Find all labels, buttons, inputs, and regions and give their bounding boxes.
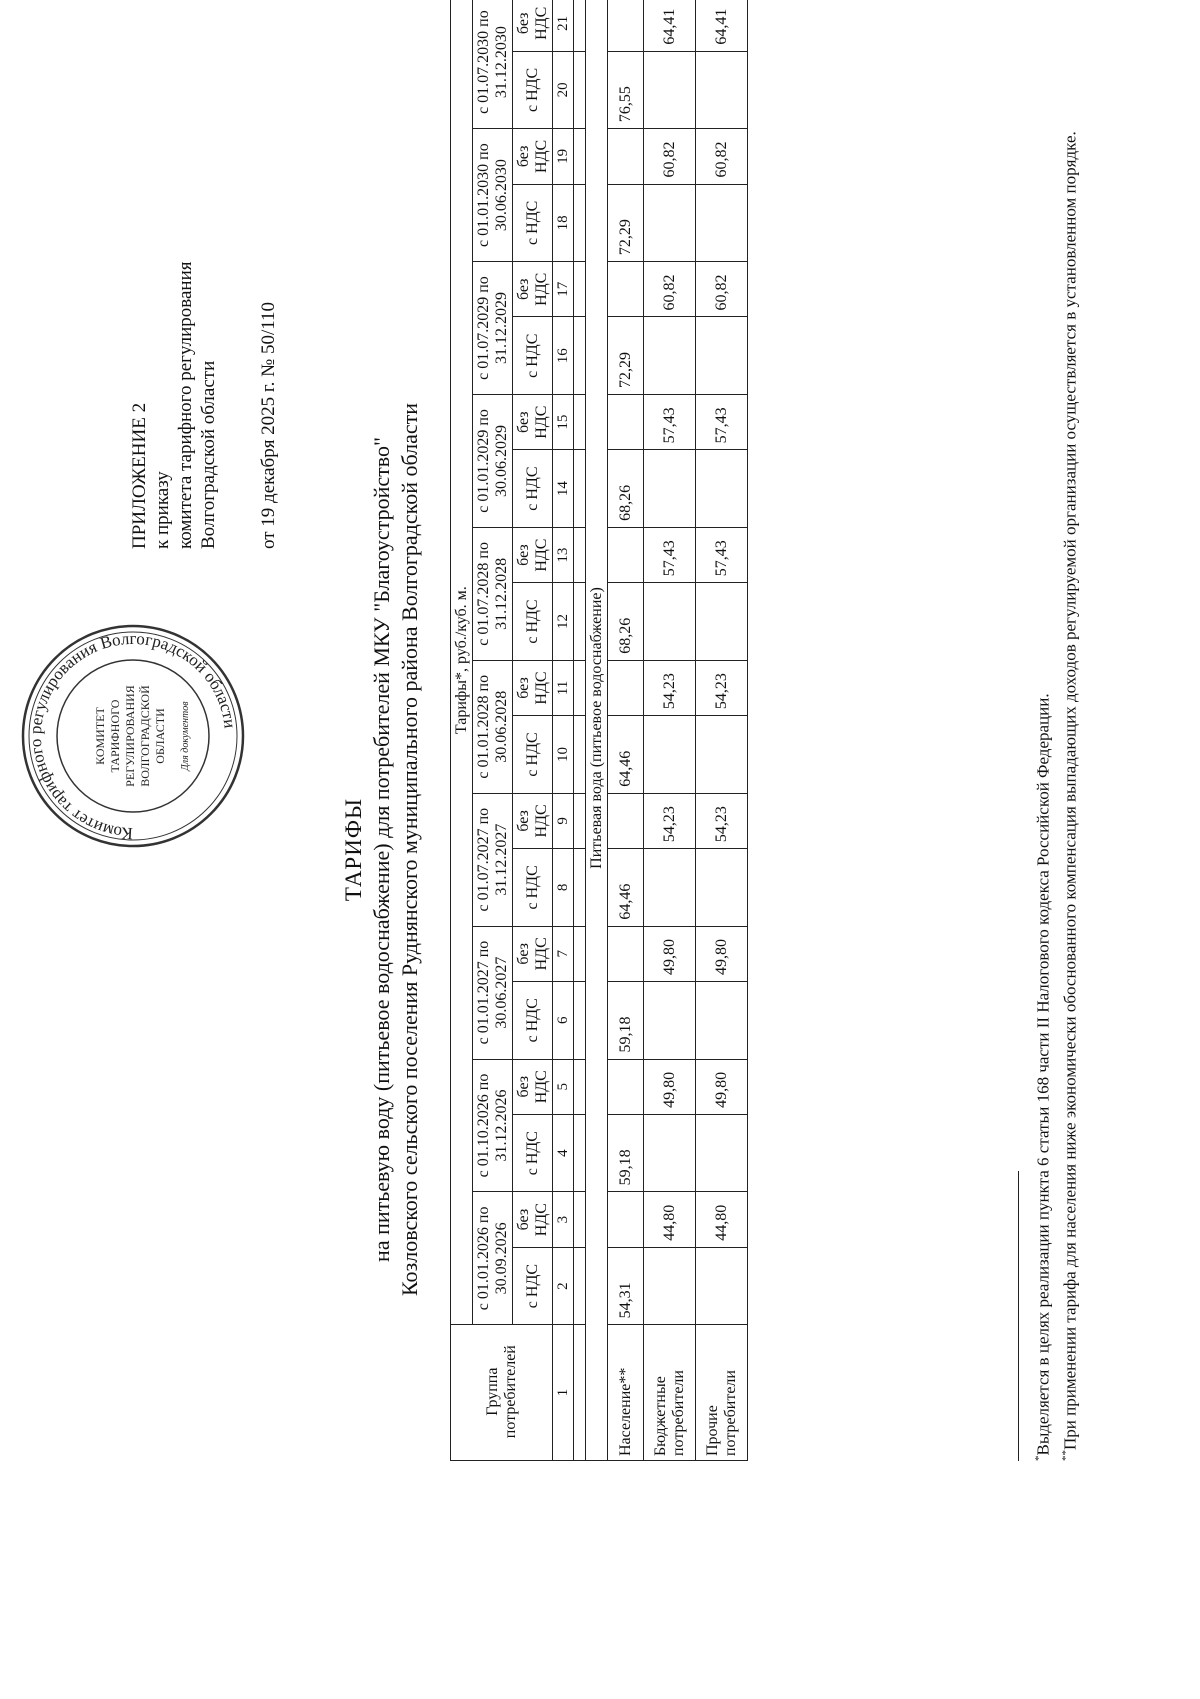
column-number: 13 xyxy=(553,527,574,582)
spacer-cell xyxy=(574,394,586,449)
appendix-label: ПРИЛОЖЕНИЕ 2 xyxy=(129,402,150,549)
tariff-value xyxy=(696,981,748,1059)
title-block xyxy=(340,0,424,1699)
tariff-value: 60,82 xyxy=(696,262,748,317)
tariff-value: 57,43 xyxy=(696,394,748,449)
spacer-cell xyxy=(574,926,586,981)
appendix-line-1: к приказу xyxy=(152,471,173,549)
with-vat-header: с НДС xyxy=(513,849,553,927)
tariff-value: 44,80 xyxy=(696,1192,748,1247)
tariff-value xyxy=(644,981,696,1059)
tariff-value xyxy=(644,1114,696,1192)
consumer-group: Население** xyxy=(608,1325,644,1461)
spacer-cell xyxy=(574,317,586,395)
column-number: 14 xyxy=(553,450,574,528)
with-vat-header: с НДС xyxy=(513,1247,553,1325)
column-number: 16 xyxy=(553,317,574,395)
seal-center-line: ОБЛАСТИ xyxy=(153,708,167,764)
period-header: с 01.01.2029 по 30.06.2029 xyxy=(473,394,513,527)
column-number: 20 xyxy=(553,51,574,129)
period-header: с 01.07.2029 по 31.12.2029 xyxy=(473,262,513,395)
without-vat-header: без НДС xyxy=(513,1059,553,1114)
section-label: Питьевая вода (питьевое водоснабжение) xyxy=(586,0,608,1461)
with-vat-header: с НДС xyxy=(513,981,553,1059)
column-number: 10 xyxy=(553,716,574,794)
appendix-header xyxy=(128,129,220,549)
tariff-value: 76,55 xyxy=(608,51,644,129)
consumer-group: Бюджетные потребители xyxy=(644,1325,696,1461)
tariff-value: 64,41 xyxy=(696,0,748,51)
tariff-value xyxy=(696,184,748,262)
without-vat-header: без НДС xyxy=(513,262,553,317)
tariff-value xyxy=(608,660,644,715)
column-number: 5 xyxy=(553,1059,574,1114)
tariff-value xyxy=(644,583,696,661)
period-header: с 01.07.2027 по 31.12.2027 xyxy=(473,793,513,926)
tariff-value: 57,43 xyxy=(644,394,696,449)
tariff-value: 64,46 xyxy=(608,716,644,794)
spacer-cell xyxy=(574,1114,586,1192)
spacer-cell xyxy=(574,450,586,528)
tariff-value: 68,26 xyxy=(608,583,644,661)
spacer-cell xyxy=(574,1325,586,1461)
tariff-value xyxy=(608,0,644,51)
spacer-cell xyxy=(574,262,586,317)
without-vat-header: без НДС xyxy=(513,1192,553,1247)
period-header: с 01.10.2026 по 31.12.2026 xyxy=(473,1059,513,1192)
spacer-cell xyxy=(574,1247,586,1325)
tariff-value xyxy=(696,849,748,927)
appendix-line-2: комитета тарифного регулирования xyxy=(175,261,196,549)
spacer-cell xyxy=(574,51,586,129)
with-vat-header: с НДС xyxy=(513,1114,553,1192)
tariff-value: 60,82 xyxy=(696,129,748,184)
tariff-value xyxy=(696,583,748,661)
tariff-value: 54,23 xyxy=(696,793,748,848)
tariff-value xyxy=(644,317,696,395)
title-line-2: Козловского сельского поселения Руднянского муниципального района Волгоградской области xyxy=(397,402,422,1297)
with-vat-header: с НДС xyxy=(513,450,553,528)
seal-ring-text: Комитет тарифного регулирования Волгоградской области xyxy=(25,628,240,844)
column-number: 17 xyxy=(553,262,574,317)
footnote-2 xyxy=(1055,21,1082,1461)
tariff-value xyxy=(644,849,696,927)
without-vat-header: без НДС xyxy=(513,527,553,582)
tariff-value xyxy=(608,1192,644,1247)
title-line-1: на питьевую воду (питьевое водоснабжение) для потребителей МКУ "Благоустройство" xyxy=(369,437,394,1262)
seal-center-line: ВОЛГОГРАДСКОЙ xyxy=(138,685,152,787)
tariff-value: 54,23 xyxy=(696,660,748,715)
table-row xyxy=(608,0,644,1461)
tariff-value xyxy=(608,262,644,317)
tariff-value: 54,23 xyxy=(644,660,696,715)
tariff-value: 60,82 xyxy=(644,129,696,184)
column-number: 21 xyxy=(553,0,574,51)
spacer-cell xyxy=(574,527,586,582)
tariff-value: 59,18 xyxy=(608,1114,644,1192)
seal-center-line: РЕГУЛИРОВАНИЯ xyxy=(123,685,137,787)
period-header: с 01.01.2027 по 30.06.2027 xyxy=(473,926,513,1059)
column-number: 12 xyxy=(553,583,574,661)
tariff-value xyxy=(644,184,696,262)
tariff-value xyxy=(696,51,748,129)
tariff-value xyxy=(696,1247,748,1325)
official-seal-stamp xyxy=(18,621,248,851)
with-vat-header: с НДС xyxy=(513,317,553,395)
tariff-value: 49,80 xyxy=(644,926,696,981)
tariff-value xyxy=(644,716,696,794)
footnotes xyxy=(1028,21,1081,1461)
tariff-value: 57,43 xyxy=(644,527,696,582)
with-vat-header: с НДС xyxy=(513,583,553,661)
tariff-value: 44,80 xyxy=(644,1192,696,1247)
tariff-value: 54,23 xyxy=(644,793,696,848)
seal-center-line: ТАРИФНОГО xyxy=(108,699,122,773)
column-number: 18 xyxy=(553,184,574,262)
column-number: 4 xyxy=(553,1114,574,1192)
seal-bottom-text: Для документов xyxy=(180,701,191,771)
tariff-value: 49,80 xyxy=(696,1059,748,1114)
tariff-value: 54,31 xyxy=(608,1247,644,1325)
tariff-value xyxy=(608,527,644,582)
consumer-group: Прочие потребители xyxy=(696,1325,748,1461)
column-number: 19 xyxy=(553,129,574,184)
tariff-value: 57,43 xyxy=(696,527,748,582)
without-vat-header: без НДС xyxy=(513,926,553,981)
footnote-1 xyxy=(1028,21,1055,1461)
order-date: от 19 декабря 2025 г. № 50/110 xyxy=(258,301,279,549)
tariff-value xyxy=(608,1059,644,1114)
spacer-cell xyxy=(574,660,586,715)
tariff-value xyxy=(644,51,696,129)
column-number: 6 xyxy=(553,981,574,1059)
tariff-value: 68,26 xyxy=(608,450,644,528)
spacer-cell xyxy=(574,583,586,661)
footnote-1-text: Выделяется в целях реализации пункта 6 статьи 168 части II Налогового кодекса Российской Федерации. xyxy=(1033,693,1053,1456)
period-header: с 01.01.2030 по 30.06.2030 xyxy=(473,129,513,262)
footnote-1-mark: * xyxy=(1033,1455,1045,1461)
tariff-value: 59,18 xyxy=(608,981,644,1059)
tariff-value xyxy=(608,394,644,449)
spacer-cell xyxy=(574,716,586,794)
without-vat-header: без НДС xyxy=(513,793,553,848)
column-number: 9 xyxy=(553,793,574,848)
spacer-cell xyxy=(574,1059,586,1114)
tariff-value: 49,80 xyxy=(696,926,748,981)
without-vat-header: без НДС xyxy=(513,129,553,184)
column-number: 1 xyxy=(553,1325,574,1461)
column-number: 2 xyxy=(553,1247,574,1325)
column-number: 7 xyxy=(553,926,574,981)
tariff-value: 60,82 xyxy=(644,262,696,317)
tariff-table xyxy=(450,0,748,1461)
tariff-value xyxy=(644,1247,696,1325)
period-header: с 01.07.2028 по 31.12.2028 xyxy=(473,527,513,660)
period-header: с 01.07.2030 по 31.12.2030 xyxy=(473,0,513,129)
tariff-value xyxy=(608,926,644,981)
tariff-value: 72,29 xyxy=(608,184,644,262)
tariff-value: 64,41 xyxy=(644,0,696,51)
table-row xyxy=(696,0,748,1461)
tariff-value xyxy=(696,450,748,528)
tariff-value xyxy=(644,450,696,528)
tariff-value: 64,46 xyxy=(608,849,644,927)
column-number: 8 xyxy=(553,849,574,927)
tariff-value xyxy=(608,793,644,848)
tariff-value xyxy=(696,317,748,395)
spacer-cell xyxy=(574,849,586,927)
tariff-value xyxy=(608,129,644,184)
tariff-value: 49,80 xyxy=(644,1059,696,1114)
spacer-cell xyxy=(574,184,586,262)
tariff-value xyxy=(696,1114,748,1192)
seal-center-line: КОМИТЕТ xyxy=(93,707,107,765)
tariff-value: 72,29 xyxy=(608,317,644,395)
spacer-cell xyxy=(574,129,586,184)
appendix-line-3: Волгоградской области xyxy=(198,360,219,549)
column-number: 15 xyxy=(553,394,574,449)
period-header: с 01.01.2026 по 30.09.2026 xyxy=(473,1192,513,1325)
tariffs-header: Тарифы*, руб./куб. м. xyxy=(451,0,473,1325)
footnote-divider xyxy=(1018,1171,1019,1461)
tariff-value xyxy=(696,716,748,794)
table-row xyxy=(644,0,696,1461)
footnote-2-mark: ** xyxy=(1059,1450,1072,1461)
document-title: ТАРИФЫ xyxy=(341,797,366,902)
with-vat-header: с НДС xyxy=(513,51,553,129)
without-vat-header: без НДС xyxy=(513,0,553,51)
without-vat-header: без НДС xyxy=(513,394,553,449)
column-number: 3 xyxy=(553,1192,574,1247)
spacer-cell xyxy=(574,1192,586,1247)
period-header: с 01.01.2028 по 30.06.2028 xyxy=(473,660,513,793)
with-vat-header: с НДС xyxy=(513,716,553,794)
group-header: Группа потребителей xyxy=(451,1325,553,1461)
without-vat-header: без НДС xyxy=(513,660,553,715)
with-vat-header: с НДС xyxy=(513,184,553,262)
spacer-cell xyxy=(574,981,586,1059)
footnote-2-text: При применении тарифа для населения ниже экономически обоснованного компенсация выпадающих доходов регулируемой организации осуществляется в установленном порядке. xyxy=(1060,131,1080,1450)
spacer-cell xyxy=(574,793,586,848)
column-number: 11 xyxy=(553,660,574,715)
spacer-cell xyxy=(574,0,586,51)
